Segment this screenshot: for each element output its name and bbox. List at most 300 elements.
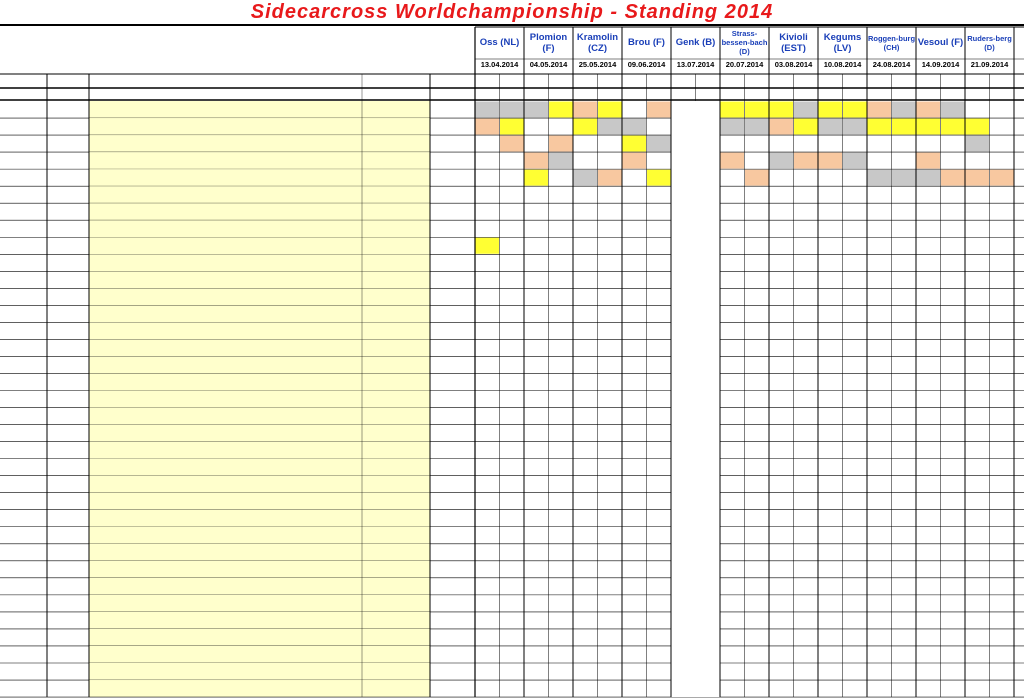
heat-result [720,612,745,629]
heat-result [745,271,770,288]
heat-result [647,254,672,271]
heat-result [990,629,1015,646]
heat-result [916,305,941,322]
heat-result [696,203,721,220]
heat-result [794,237,819,254]
heat-result [671,288,696,305]
heat-result [794,663,819,680]
heat-result [843,135,868,152]
heat-result [745,459,770,476]
page-title: Sidecarcross Worldchampionship - Standing 2014 [250,1,774,23]
heat-result [647,476,672,493]
position [0,510,47,527]
start-number [47,203,89,220]
heat-result [647,561,672,578]
heat-result [696,254,721,271]
heat-result [696,663,721,680]
heat-result [843,493,868,510]
heat-result [818,322,843,339]
heat-result [573,459,598,476]
heat-result [524,391,549,408]
heat-result [647,288,672,305]
heat-result [720,680,745,697]
heat-result [696,305,721,322]
heat-result [745,305,770,322]
heat-result [720,305,745,322]
event-date: 13.07.2014 [676,60,715,69]
heat-result [916,391,941,408]
heat-result [647,186,672,203]
heat-result [867,169,892,186]
start-number [47,391,89,408]
heat-result [500,425,525,442]
heat-result [598,391,623,408]
heat-result [794,254,819,271]
driver-passenger [89,476,362,493]
heat-result [598,220,623,237]
position [0,169,47,186]
nation [362,322,430,339]
driver-passenger [89,459,362,476]
heat-result [990,254,1015,271]
heat-result [475,271,500,288]
heat-result [549,135,574,152]
start-number [47,510,89,527]
heat-result [745,135,770,152]
heat-result [671,561,696,578]
heat-result [794,135,819,152]
heat-result [769,339,794,356]
heat-result [867,646,892,663]
heat-result [843,118,868,135]
heat-result [500,527,525,544]
heat-result [549,254,574,271]
driver-passenger [89,561,362,578]
heat-result [671,459,696,476]
heat-result [941,101,966,118]
heat-result [647,356,672,373]
heat-result [990,220,1015,237]
heat-result [622,578,647,595]
heat-result [867,101,892,118]
heat-result [524,288,549,305]
heat-result [573,339,598,356]
heat-result [818,612,843,629]
heat-result [475,663,500,680]
heat-result [647,101,672,118]
heat-result [843,220,868,237]
heat-result [671,629,696,646]
heat-result [965,254,990,271]
driver-passenger [89,680,362,697]
heat-result [867,203,892,220]
heat-result [941,595,966,612]
driver-header [89,74,362,88]
heat-result [500,391,525,408]
heat-result [475,135,500,152]
heat-result [867,152,892,169]
heat-result [843,663,868,680]
heat-result [794,544,819,561]
heat-result [867,442,892,459]
heat-result [671,595,696,612]
position [0,391,47,408]
heat-result [475,356,500,373]
nation [362,680,430,697]
heat-result [892,612,917,629]
heat-result [965,186,990,203]
heat-result [475,305,500,322]
heat-result [965,101,990,118]
total-points [430,152,475,169]
heat-result [769,305,794,322]
heat-result [647,373,672,390]
heat-result [892,254,917,271]
nation [362,118,430,135]
driver-passenger [89,510,362,527]
heat-result [524,425,549,442]
total-points [430,203,475,220]
total-points [430,646,475,663]
heat-result [500,595,525,612]
heat-result [916,544,941,561]
heat-result [745,578,770,595]
start-number [47,271,89,288]
total-points [430,305,475,322]
heat-result [990,322,1015,339]
total-points [430,578,475,595]
heat-result [720,339,745,356]
heat-result [916,220,941,237]
heat-result [843,391,868,408]
heat-result [549,527,574,544]
start-number [47,493,89,510]
heat-result [990,680,1015,697]
total-points [430,408,475,425]
heat-result [745,442,770,459]
heat-result [549,612,574,629]
start-number [47,646,89,663]
heat-result [818,169,843,186]
nation [362,169,430,186]
heat-result [965,237,990,254]
heat-result [671,408,696,425]
heat-result [916,254,941,271]
heat-result [720,356,745,373]
heat-result [500,203,525,220]
heat-result [892,152,917,169]
heat-result [598,425,623,442]
driver-passenger [89,663,362,680]
heat-result [794,373,819,390]
nation [362,254,430,271]
heat-result [843,629,868,646]
heat-result [549,663,574,680]
heat-result [720,578,745,595]
position [0,663,47,680]
heat-result [818,271,843,288]
heat-result [500,578,525,595]
heat-result [769,118,794,135]
heat-result [769,135,794,152]
heat-result [916,425,941,442]
start-number [47,152,89,169]
heat-result [647,578,672,595]
heat-result [475,373,500,390]
event-name: Genk (B) [675,37,716,48]
heat-result [867,220,892,237]
driver-passenger [89,288,362,305]
heat-result [965,322,990,339]
heat-result [524,135,549,152]
heat-result [524,459,549,476]
event-name: Kramolin (CZ) [576,31,619,54]
heat-result [598,152,623,169]
heat-result [965,203,990,220]
heat-result [892,408,917,425]
heat-result [647,271,672,288]
nation [362,527,430,544]
heat-result [916,459,941,476]
total-points [430,220,475,237]
heat-result [965,680,990,697]
heat-result [475,322,500,339]
position [0,322,47,339]
start-number [47,561,89,578]
heat-result [892,680,917,697]
heat-result [647,135,672,152]
heat-result [549,101,574,118]
heat-result [647,322,672,339]
heat-result [671,271,696,288]
heat-result [818,237,843,254]
heat-result [720,373,745,390]
heat-result [500,135,525,152]
heat-result [573,442,598,459]
heat-result [892,595,917,612]
heat-result [990,169,1015,186]
nation [362,203,430,220]
heat-result [598,561,623,578]
heat-result [475,391,500,408]
position [0,680,47,697]
heat-result [769,288,794,305]
heat-result [916,493,941,510]
heat-result [745,203,770,220]
heat-result [696,237,721,254]
heat-result [867,288,892,305]
heat-result [475,493,500,510]
heat-result [524,152,549,169]
driver-passenger [89,425,362,442]
heat-result [941,254,966,271]
heat-result [524,476,549,493]
heat-result [598,118,623,135]
heat-result [500,186,525,203]
heat-result [573,578,598,595]
heat-result [843,203,868,220]
heat-result [965,561,990,578]
heat-result [769,254,794,271]
heat-result [745,595,770,612]
start-number [47,169,89,186]
heat-result [916,612,941,629]
heat-result [622,220,647,237]
heat-result [524,578,549,595]
heat-result [671,220,696,237]
heat-result [965,220,990,237]
heat-result [745,152,770,169]
heat-result [745,356,770,373]
nation [362,339,430,356]
heat-result [941,152,966,169]
heat-result [720,203,745,220]
heat-result [965,629,990,646]
heat-result [990,203,1015,220]
total-points [430,271,475,288]
driver-passenger [89,220,362,237]
heat-header [892,74,917,88]
heat-result [524,442,549,459]
heat-header [500,74,525,88]
heat-result [622,629,647,646]
heat-result [867,118,892,135]
heat-result [794,442,819,459]
heat-result [475,680,500,697]
heat-result [990,442,1015,459]
position [0,203,47,220]
heat-result [965,135,990,152]
heat-result [500,510,525,527]
heat-result [647,493,672,510]
total-points [430,459,475,476]
heat-result [843,254,868,271]
event-date: 10.08.2014 [823,60,862,69]
heat-result [818,561,843,578]
heat-result [965,527,990,544]
heat-result [990,493,1015,510]
heat-result [720,322,745,339]
driver-passenger [89,186,362,203]
heat-result [892,629,917,646]
heat-result [671,305,696,322]
heat-result [867,459,892,476]
position [0,527,47,544]
heat-result [818,646,843,663]
nation [362,373,430,390]
heat-result [745,544,770,561]
heat-result [500,612,525,629]
heat-result [598,595,623,612]
heat-result [941,373,966,390]
heat-result [965,305,990,322]
heat-result [916,527,941,544]
heat-result [892,118,917,135]
position [0,288,47,305]
heat-result [573,203,598,220]
driver-passenger [89,169,362,186]
heat-result [720,169,745,186]
heat-result [573,646,598,663]
heat-result [622,612,647,629]
heat-result [622,288,647,305]
heat-result [990,152,1015,169]
heat-result [598,680,623,697]
event-date: 20.07.2014 [725,60,764,69]
heat-result [549,288,574,305]
heat-result [892,356,917,373]
heat-header [475,74,500,88]
cancelled-letter [676,118,716,158]
heat-result [916,680,941,697]
heat-result [647,305,672,322]
heat-result [745,169,770,186]
heat-result [671,391,696,408]
nation [362,271,430,288]
heat-result [916,186,941,203]
driver-passenger [89,527,362,544]
event-name: Oss (NL) [479,37,520,48]
heat-result [745,561,770,578]
heat-result [573,408,598,425]
heat-result [647,237,672,254]
heat-result [524,271,549,288]
heat-result [794,561,819,578]
number-header [47,74,89,88]
heat-result [769,510,794,527]
heat-result [549,561,574,578]
heat-header [843,74,868,88]
nation [362,305,430,322]
heat-result [867,339,892,356]
heat-result [867,408,892,425]
start-number [47,476,89,493]
position [0,305,47,322]
heat-result [671,237,696,254]
heat-result [720,493,745,510]
heat-result [818,373,843,390]
nation [362,459,430,476]
heat-result [769,203,794,220]
heat-result [990,118,1015,135]
heat-result [524,493,549,510]
heat-result [843,408,868,425]
heat-result [524,220,549,237]
heat-result [818,118,843,135]
heat-result [647,544,672,561]
heat-result [769,680,794,697]
nation [362,595,430,612]
heat-result [549,339,574,356]
total-points [430,322,475,339]
heat-result [769,629,794,646]
heat-result [647,220,672,237]
heat-result [916,510,941,527]
heat-header [549,74,574,88]
heat-result [965,459,990,476]
heat-result [696,493,721,510]
heat-result [745,680,770,697]
heat-result [867,356,892,373]
heat-result [916,595,941,612]
heat-result [769,561,794,578]
heat-result [573,612,598,629]
heat-result [916,118,941,135]
heat-result [500,663,525,680]
heat-result [500,373,525,390]
heat-result [671,612,696,629]
heat-result [941,186,966,203]
